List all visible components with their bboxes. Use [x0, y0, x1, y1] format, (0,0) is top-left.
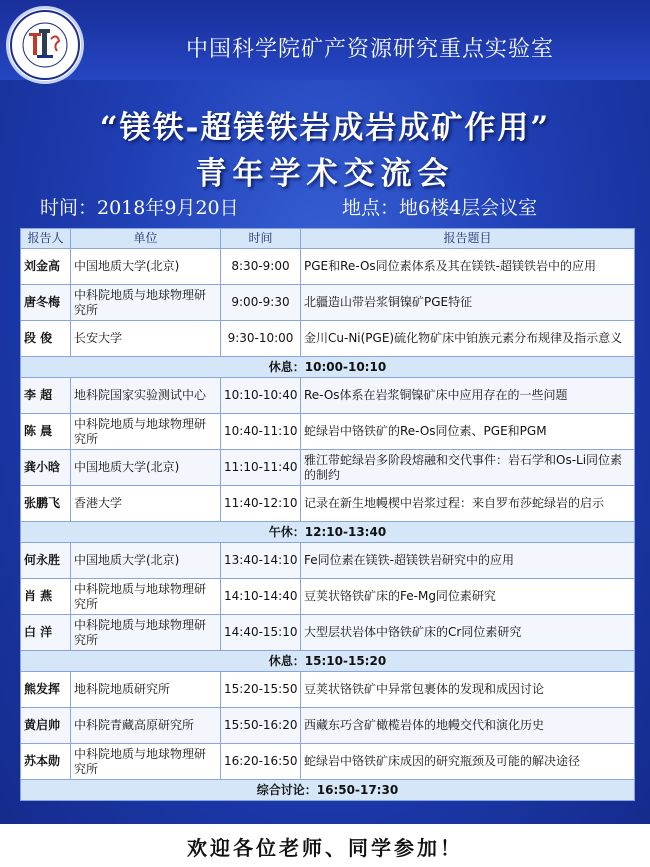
table-row — [21, 615, 635, 651]
column-header-speaker: 报告人 — [21, 229, 71, 249]
table-row — [21, 450, 635, 486]
topic-cell: 金川Cu-Ni(PGE)硫化物矿床中铂族元素分布规律及指示意义 — [301, 321, 635, 357]
table-row — [21, 285, 635, 321]
unit-cell: 地科院国家实验测试中心 — [71, 378, 221, 414]
unit-cell: 中国地质大学(北京) — [71, 450, 221, 486]
closing-message: 欢迎各位老师、同学参加！ — [187, 836, 463, 860]
break-row — [21, 357, 635, 378]
unit-cell: 中国地质大学(北京) — [71, 543, 221, 579]
table-header-row — [21, 229, 635, 249]
unit-cell: 长安大学 — [71, 321, 221, 357]
time-cell: 13:40-14:10 — [221, 543, 301, 579]
break-label: 休息：15:10-15:20 — [21, 651, 635, 672]
table-row — [21, 249, 635, 285]
topic-cell: 蛇绿岩中铬铁矿的Re-Os同位素、PGE和PGM — [301, 414, 635, 450]
speaker-cell: 苏本勋 — [21, 744, 71, 780]
topic-cell: Re-Os体系在岩浆铜镍矿床中应用存在的一些问题 — [301, 378, 635, 414]
column-header-unit: 单位 — [71, 229, 221, 249]
unit-cell: 中科院地质与地球物理研究所 — [71, 285, 221, 321]
speaker-cell: 龚小晗 — [21, 450, 71, 486]
table-row — [21, 378, 635, 414]
unit-cell: 中科院地质与地球物理研究所 — [71, 414, 221, 450]
table-row — [21, 579, 635, 615]
event-title-line2: 青年学术交流会 — [195, 156, 455, 192]
time-cell: 10:40-11:10 — [221, 414, 301, 450]
column-header-topic: 报告题目 — [301, 229, 635, 249]
time-cell: 15:50-16:20 — [221, 708, 301, 744]
table-row — [21, 543, 635, 579]
unit-cell: 中科院青藏高原研究所 — [71, 708, 221, 744]
break-row — [21, 522, 635, 543]
topic-cell: 豆荚状铬铁矿床的Fe-Mg同位素研究 — [301, 579, 635, 615]
time-cell: 9:30-10:00 — [221, 321, 301, 357]
time-cell: 16:20-16:50 — [221, 744, 301, 780]
speaker-cell: 熊发挥 — [21, 672, 71, 708]
column-header-time: 时间 — [221, 229, 301, 249]
unit-cell: 中国地质大学(北京) — [71, 249, 221, 285]
topic-cell: 西藏东巧含矿橄榄岩体的地幔交代和演化历史 — [301, 708, 635, 744]
break-label: 午休：12:10-13:40 — [21, 522, 635, 543]
topic-cell: Fe同位素在镁铁-超镁铁岩研究中的应用 — [301, 543, 635, 579]
topic-cell: 蛇绿岩中铬铁矿床成因的研究瓶颈及可能的解决途径 — [301, 744, 635, 780]
event-time: 时间：2018年9月20日 — [40, 197, 239, 219]
unit-cell: 中科院地质与地球物理研究所 — [71, 615, 221, 651]
speaker-cell: 张鹏飞 — [21, 486, 71, 522]
table-row — [21, 321, 635, 357]
time-cell: 14:40-15:10 — [221, 615, 301, 651]
speaker-cell: 白 洋 — [21, 615, 71, 651]
time-cell: 10:10-10:40 — [221, 378, 301, 414]
break-row — [21, 780, 635, 801]
unit-cell: 中科院地质与地球物理研究所 — [71, 579, 221, 615]
speaker-cell: 肖 燕 — [21, 579, 71, 615]
topic-cell: 大型层状岩体中铬铁矿床的Cr同位素研究 — [301, 615, 635, 651]
lab-name: 中国科学院矿产资源研究重点实验室 — [185, 37, 554, 62]
time-cell: 8:30-9:00 — [221, 249, 301, 285]
schedule-table — [20, 228, 635, 801]
topic-cell: 雅江带蛇绿岩多阶段熔融和交代事件：岩石学和Os-Li同位素的制约 — [301, 450, 635, 486]
unit-cell: 中科院地质与地球物理研究所 — [71, 744, 221, 780]
speaker-cell: 刘金高 — [21, 249, 71, 285]
speaker-cell: 黄启帅 — [21, 708, 71, 744]
speaker-cell: 唐冬梅 — [21, 285, 71, 321]
table-row — [21, 414, 635, 450]
table-row — [21, 672, 635, 708]
topic-cell: PGE和Re-Os同位素体系及其在镁铁-超镁铁岩中的应用 — [301, 249, 635, 285]
event-place: 地点：地6楼4层会议室 — [342, 197, 538, 219]
speaker-cell: 李 超 — [21, 378, 71, 414]
unit-cell: 香港大学 — [71, 486, 221, 522]
topic-cell: 记录在新生地幔楔中岩浆过程：来自罗布莎蛇绿岩的启示 — [301, 486, 635, 522]
unit-cell: 地科院地质研究所 — [71, 672, 221, 708]
speaker-cell: 段 俊 — [21, 321, 71, 357]
time-cell: 11:40-12:10 — [221, 486, 301, 522]
time-cell: 9:00-9:30 — [221, 285, 301, 321]
table-row — [21, 744, 635, 780]
topic-cell: 豆荚状铬铁矿中异常包裹体的发现和成因讨论 — [301, 672, 635, 708]
logo-emblem-icon — [9, 9, 81, 81]
speaker-cell: 陈 晨 — [21, 414, 71, 450]
schedule-body — [21, 249, 635, 801]
topic-cell: 北疆造山带岩浆铜镍矿PGE特征 — [301, 285, 635, 321]
break-label: 综合讨论：16:50-17:30 — [21, 780, 635, 801]
speaker-cell: 何永胜 — [21, 543, 71, 579]
lab-logo — [6, 6, 84, 84]
break-row — [21, 651, 635, 672]
event-title-line1: “镁铁-超镁铁岩成岩成矿作用” — [99, 110, 551, 146]
break-label: 休息：10:00-10:10 — [21, 357, 635, 378]
time-cell: 11:10-11:40 — [221, 450, 301, 486]
table-row — [21, 486, 635, 522]
time-cell: 15:20-15:50 — [221, 672, 301, 708]
time-cell: 14:10-14:40 — [221, 579, 301, 615]
table-row — [21, 708, 635, 744]
